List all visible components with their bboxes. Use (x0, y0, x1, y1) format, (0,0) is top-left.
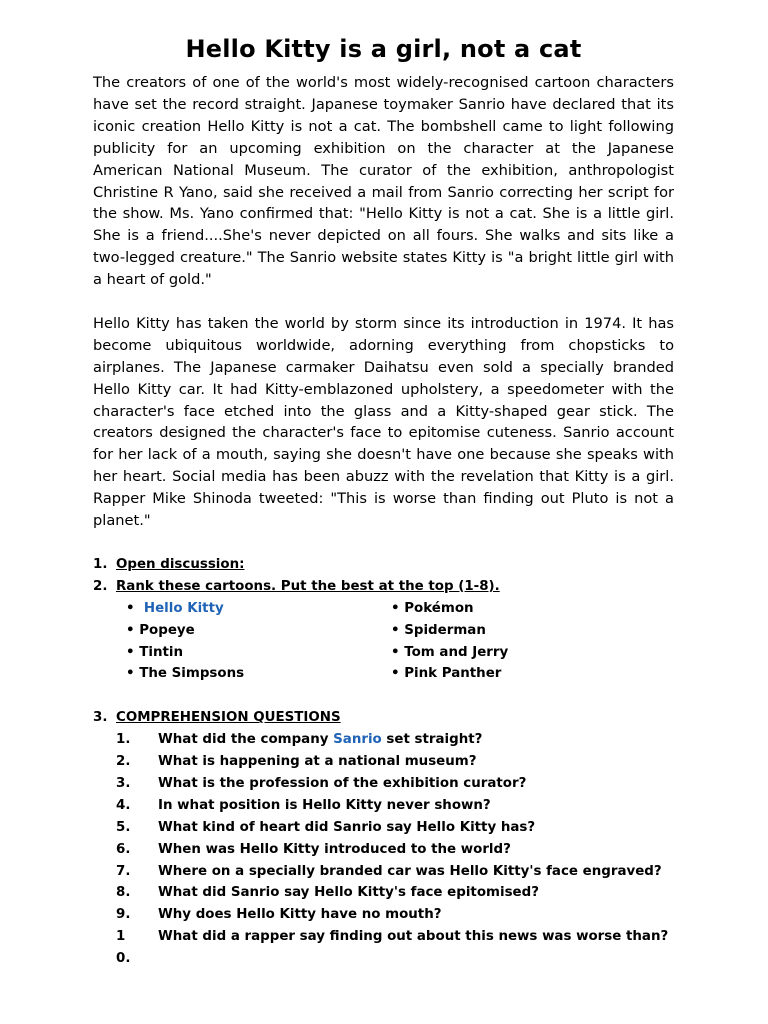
list-item: • Pokémon (391, 600, 474, 616)
question-item: 4. In what position is Hello Kitty never shown? (116, 797, 491, 813)
list-item: • Pink Panther (391, 666, 502, 682)
hello-kitty-link[interactable]: Hello Kitty (143, 600, 224, 616)
question-item: 5. What kind of heart did Sanrio say Hello Kitty has? (116, 819, 536, 835)
question-item: 7. Where on a specially branded car was Hello Kitty's face engraved? (116, 863, 662, 879)
question-item: 0. (116, 951, 131, 967)
bullet-icon: • (126, 622, 135, 638)
question-item: 6. When was Hello Kitty introduced to the world? (116, 841, 511, 857)
question-item: 9. Why does Hello Kitty have no mouth? (116, 907, 442, 923)
question-item: 2. What is happening at a national museum? (116, 754, 477, 770)
question-item: 1. What did the company Sanrio set straight? (116, 732, 483, 748)
section-number: 3. (93, 710, 108, 726)
section-heading: Open discussion: (116, 556, 245, 572)
bullet-icon: • (126, 644, 135, 660)
question-item: 1 What did a rapper say finding out about this news was worse than? (116, 929, 669, 945)
list-item: • Spiderman (391, 622, 486, 638)
sanrio-link[interactable]: Sanrio (333, 732, 382, 748)
list-item: • Tom and Jerry (391, 644, 509, 660)
section-number: 1. (93, 556, 108, 572)
bullet-icon: • (126, 666, 135, 682)
bullet-icon: • (391, 666, 400, 682)
section-open-discussion (93, 554, 674, 576)
worksheet-page (93, 32, 674, 970)
bullet-icon: • (126, 600, 135, 616)
list-item: • Tintin (126, 644, 184, 660)
page-title: Hello Kitty is a girl, not a cat (185, 35, 582, 63)
bullet-icon: • (391, 622, 400, 638)
section-comprehension (93, 707, 674, 729)
bullet-icon: • (391, 600, 400, 616)
cartoon-list (126, 598, 674, 686)
paragraph-1: The creators of one of the world's most widely-recognised cartoon characters have set the record straight. Japanese toymaker Sanrio have declared that its iconic creation Hello Kitty is not a cat. The bombshell came to light following publicity for an upcoming exhibition on the character at the Japanese American National Museum. The curator of the exhibition, anthropologist Christine R Yano, said she received a mail from Sanrio correcting her script for the show. Ms. Yano confirmed that: "Hello Kitty is not a cat. She is a little girl. She is a friend....She's never depicted on all fours. She walks and sits like a two-legged creature." The Sanrio website states Kitty is "a bright little girl with a heart of gold." (93, 74, 674, 289)
question-item: 3. What is the profession of the exhibition curator? (116, 775, 527, 791)
list-item: • Popeye (126, 622, 195, 638)
question-list (116, 729, 674, 970)
list-item: • The Simpsons (126, 666, 245, 682)
question-item: 8. What did Sanrio say Hello Kitty's face epitomised? (116, 885, 539, 901)
section-heading: Rank these cartoons. Put the best at the top (1-8). (116, 578, 500, 594)
section-heading: COMPREHENSION QUESTIONS (116, 710, 341, 726)
section-rank-cartoons (93, 576, 674, 598)
paragraph-2: Hello Kitty has taken the world by storm since its introduction in 1974. It has become ubiquitous worldwide, adorning everything from chopsticks to airplanes. The Japanese carmaker Daihatsu even sold a specially branded Hello Kitty car. It had Kitty-emblazoned upholstery, a speedometer with the character's face etched into the glass and a Kitty-shaped gear stick. The creators designed the character's face to epitomise cuteness. Sanrio account for her lack of a mouth, saying she doesn't have one because she speaks with her heart. Social media has been abuzz with the revelation that Kitty is a girl. Rapper Mike Shinoda tweeted: "This is worse than finding out Pluto is not a planet." (93, 314, 674, 530)
bullet-icon: • (391, 644, 400, 660)
section-number: 2. (93, 578, 108, 594)
list-item (126, 598, 391, 620)
